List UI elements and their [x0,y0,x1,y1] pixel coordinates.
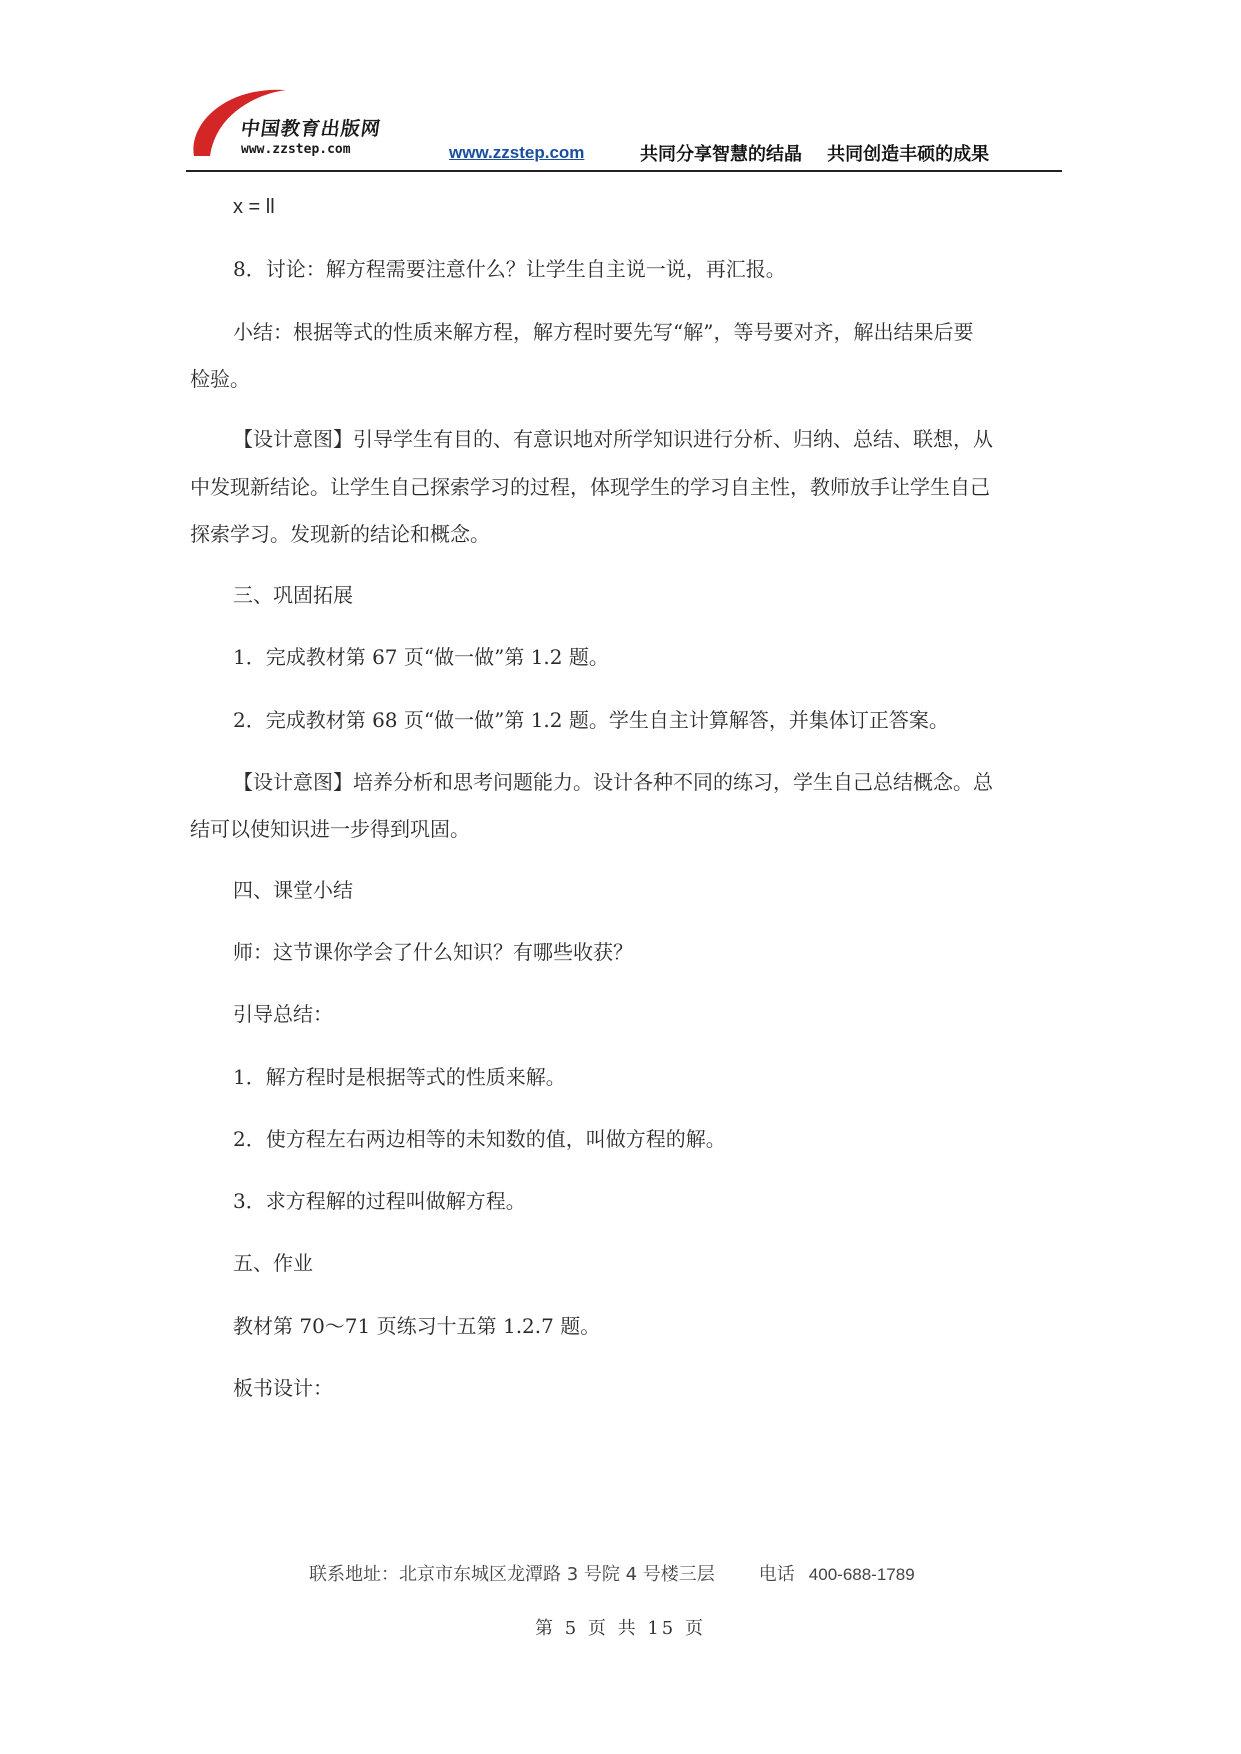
footer-address: 联系地址：北京市东城区龙潭路 3 号院 4 号楼三层 [309,1564,715,1585]
section-heading-5: 五、作业 [233,1251,313,1275]
paragraph-summary-cont: 检验。 [190,367,250,391]
paragraph-homework: 教材第 70～71 页练习十五第 1.2.7 题。 [233,1314,601,1338]
list-item: 2．使方程左右两边相等的未知数的值，叫做方程的解。 [233,1127,726,1151]
paragraph-teacher: 师：这节课你学会了什么知识？有哪些收获？ [233,940,633,964]
paragraph-design-intent-1-cont: 中发现新结论。让学生自己探索学习的过程，体现学生的学习自主性，教师放手让学生自己 [190,475,990,499]
list-item: 3．求方程解的过程叫做解方程。 [233,1189,526,1213]
list-item: 2．完成教材第 68 页“做一做”第 1.2 题。学生自主计算解答，并集体订正答案。 [233,708,949,732]
logo-name: 中国教育出版网 [239,118,383,140]
paragraph-discussion: 8．讨论：解方程需要注意什么？让学生自主说一说，再汇报。 [233,257,786,281]
equation-line: x = ll [233,196,275,218]
footer-phone: 400-688-1789 [808,1565,915,1584]
logo [186,84,386,160]
footer-contact [309,1560,915,1586]
page-header [186,84,1062,172]
footer-phone-label: 电话 [758,1564,795,1585]
paragraph-design-intent-1: 【设计意图】引导学生有目的、有意识地对所学知识进行分析、归纳、总结、联想，从 [233,427,993,451]
section-heading-4: 四、课堂小结 [233,878,353,902]
list-item: 1．解方程时是根据等式的性质来解。 [233,1065,566,1089]
paragraph-summary: 小结：根据等式的性质来解方程，解方程时要先写“解”，等号要对齐，解出结果后要 [233,320,974,344]
header-divider [186,170,1062,172]
site-link[interactable]: www.zzstep.com [449,143,585,162]
logo-url: www.zzstep.com [241,142,351,157]
paragraph-board-design: 板书设计： [233,1376,333,1400]
paragraph-design-intent-1-end: 探索学习。发现新的结论和概念。 [190,522,490,546]
slogan: 共同分享智慧的结晶 共同创造丰硕的成果 [640,144,990,165]
page-number: 第 5 页 共 15 页 [535,1618,706,1639]
paragraph-guide: 引导总结： [233,1002,333,1026]
list-item: 1．完成教材第 67 页“做一做”第 1.2 题。 [233,645,609,669]
section-heading-3: 三、巩固拓展 [233,583,353,607]
paragraph-design-intent-2: 【设计意图】培养分析和思考问题能力。设计各种不同的练习，学生自己总结概念。总 [233,770,993,794]
paragraph-design-intent-2-cont: 结可以使知识进一步得到巩固。 [190,817,470,841]
